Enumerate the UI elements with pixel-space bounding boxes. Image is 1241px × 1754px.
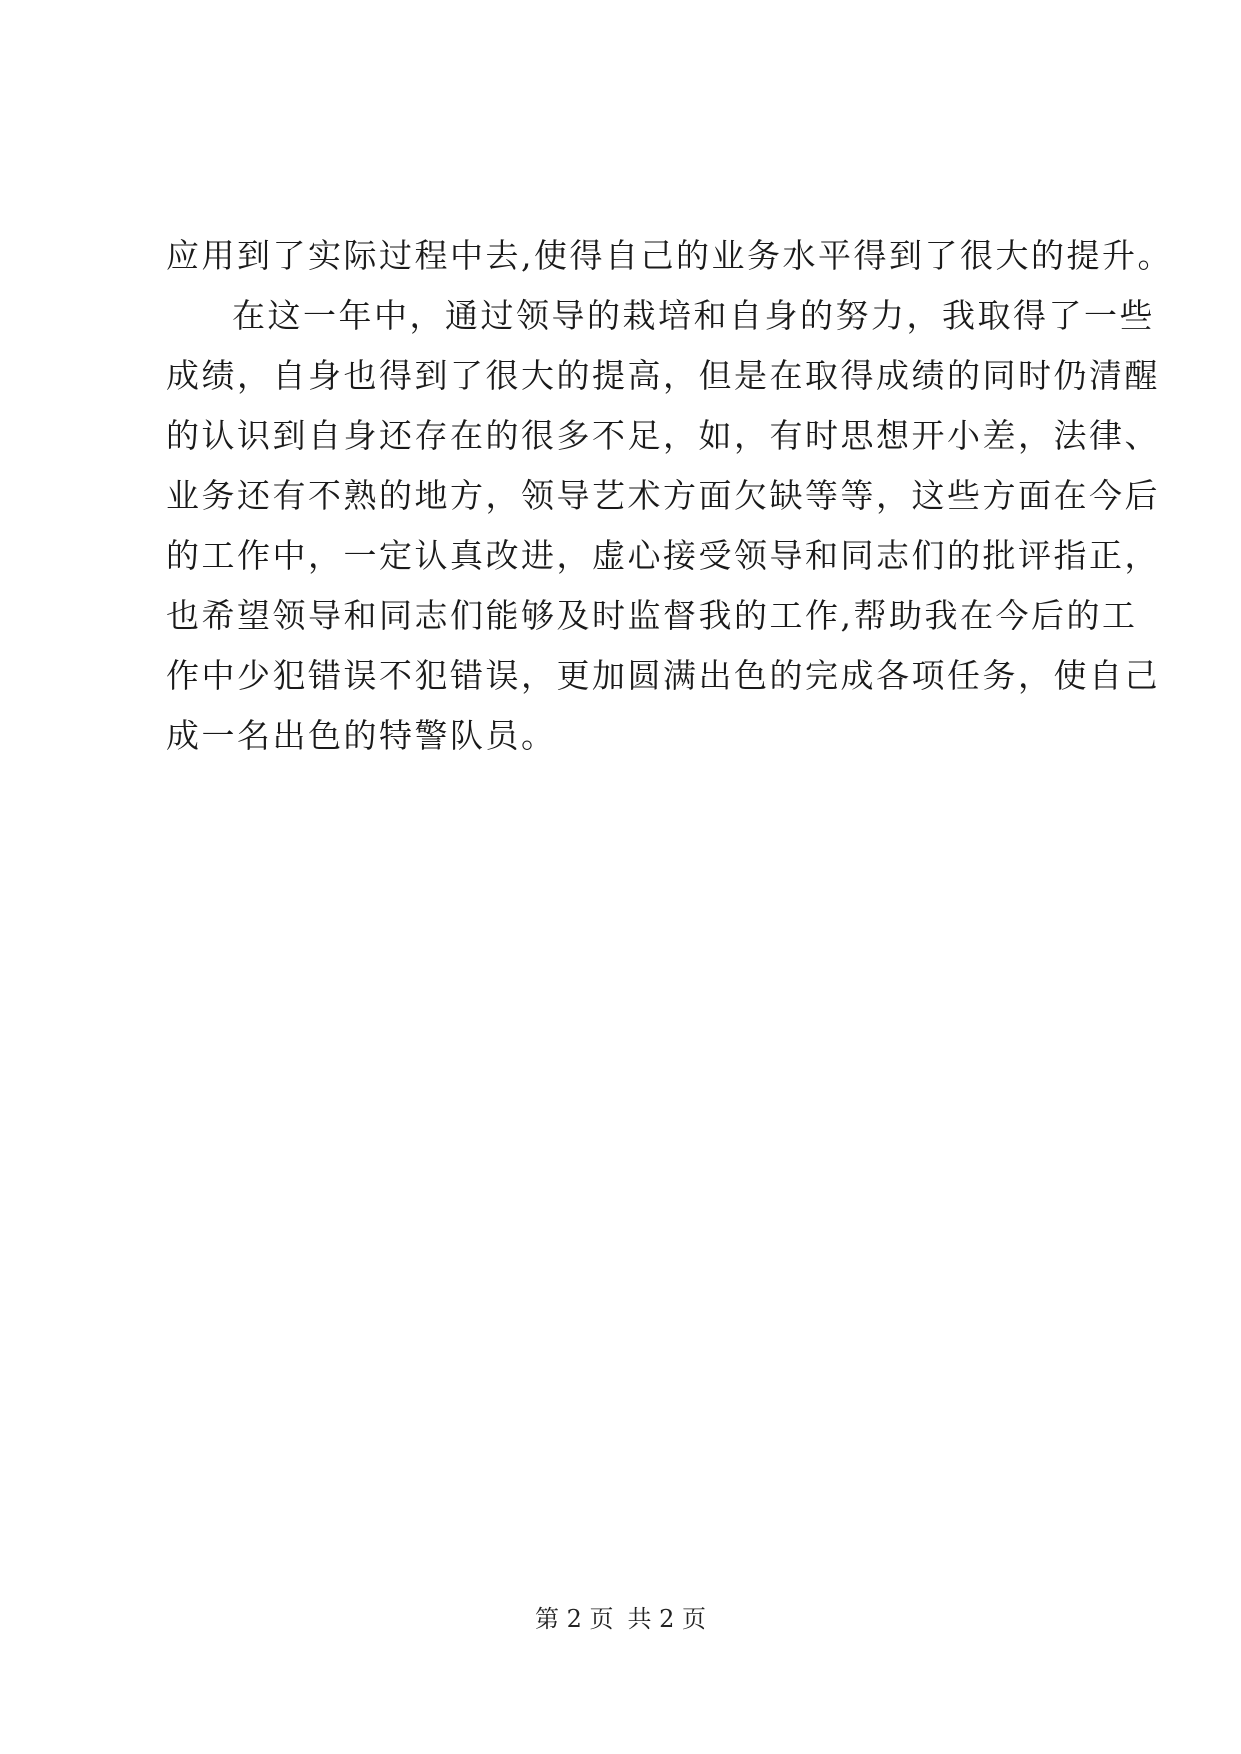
text-line: 也希望领导和同志们能够及时监督我的工作,帮助我在今后的工: [166, 596, 1138, 635]
text-line: 作中少犯错误不犯错误，更加圆满出色的完成各项任务，使自己: [166, 656, 1160, 695]
paragraph-start-line: 在这一年中，通过领导的栽培和自身的努力，我取得了一些: [232, 296, 1155, 335]
body-text: [166, 226, 1173, 766]
text-line: 业务还有不熟的地方，领导艺术方面欠缺等等，这些方面在今后: [166, 476, 1160, 515]
text-line: 的认识到自身还存在的很多不足，如，有时思想开小差，法律、: [166, 416, 1160, 455]
text-line: 应用到了实际过程中去,使得自己的业务水平得到了很大的提升。: [166, 236, 1173, 275]
page-number-current: 第 2 页: [534, 1605, 614, 1633]
text-line: 成绩，自身也得到了很大的提高，但是在取得成绩的同时仍清醒: [166, 356, 1160, 395]
text-line: 的工作中，一定认真改进，虚心接受领导和同志们的批评指正，: [166, 536, 1160, 575]
text-line: 成一名出色的特警队员。: [166, 716, 557, 755]
page-number-total: 共 2 页: [627, 1605, 707, 1633]
page-footer: [0, 1604, 1241, 1634]
